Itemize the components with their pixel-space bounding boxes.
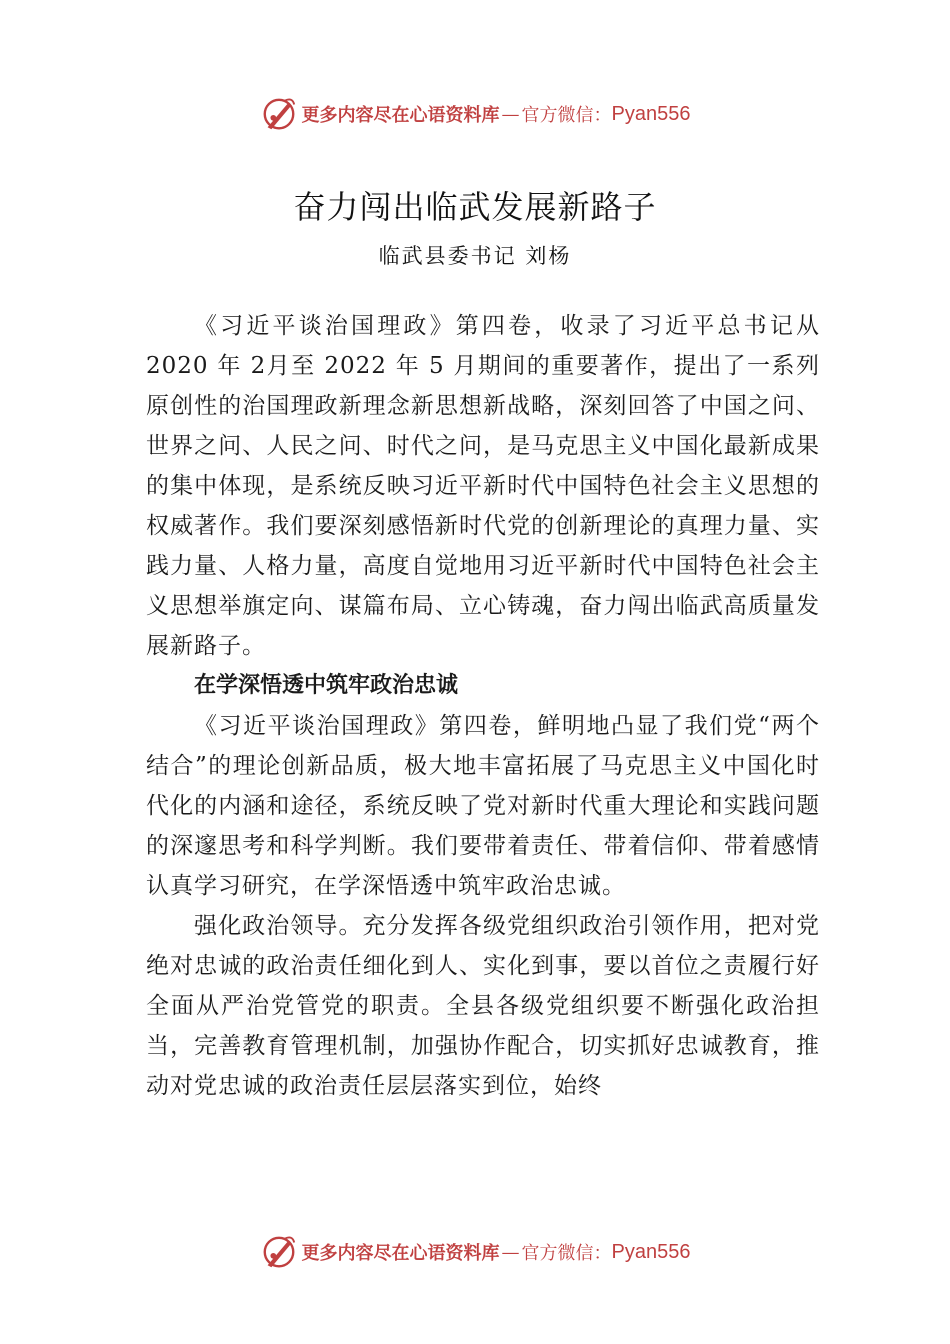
section-heading: 在学深悟透中筑牢政治忠诚: [194, 673, 459, 698]
footer-watermark: [0, 1232, 950, 1272]
watermark-wechat-label: 官方微信：: [521, 105, 612, 126]
pen-logo-icon: [260, 95, 298, 133]
watermark-dash: —: [501, 103, 520, 125]
watermark-wechat-label: 官方微信：: [521, 1243, 612, 1264]
watermark-brand: 更多内容尽在心语资料库: [301, 1243, 500, 1264]
watermark-account: Pyan556: [611, 102, 691, 125]
pen-logo-icon: [260, 1233, 298, 1271]
section-paragraph: 《习近平谈治国理政》第四卷，鲜明地凸显了我们党“两个结合”的理论创新品质，极大地丰富拓展了马克思主义中国化时代化的内涵和途径，系统反映了党对新时代重大理论和实践问题的深邃思考和科学判断。我们要带着责任、带着信仰、带着感情认真学习研究，在学深悟透中筑牢政治忠诚。: [146, 713, 820, 899]
watermark-dash: —: [501, 1241, 520, 1263]
section-paragraph: 强化政治领导。充分发挥各级党组织政治引领作用，把对党绝对忠诚的政治责任细化到人、实化到事，要以首位之责履行好全面从严治党管党的职责。全县各级党组织要不断强化政治担当，完善教育管理机制，加强协作配合，切实抓好忠诚教育，推动对党忠诚的政治责任层层落实到位，始终: [146, 913, 820, 1099]
document-title: 奋力闯出临武发展新路子: [293, 188, 657, 226]
intro-paragraph: 《习近平谈治国理政》第四卷，收录了习近平总书记从2020 年 2月至 2022 年 5 月期间的重要著作，提出了一系列原创性的治国理政新理念新思想新战略，深刻回答了中国之问、世界之问、人民之问、时代之问，是马克思主义中国化最新成果的集中体现，是系统反映习近平新时代中国特色社会主义思想的权威著作。我们要深刻感悟新时代党的创新理论的真理力量、实践力量、人格力量，高度自觉地用习近平新时代中国特色社会主义思想举旗定向、谋篇布局、立心铸魂，奋力闯出临武高质量发展新路子。: [146, 313, 820, 659]
watermark-account: Pyan556: [611, 1240, 691, 1263]
document-body: [146, 306, 820, 1106]
document-author: 临武县委书记 刘杨: [378, 244, 572, 268]
watermark-brand: 更多内容尽在心语资料库: [301, 105, 500, 126]
header-watermark: [0, 94, 950, 134]
